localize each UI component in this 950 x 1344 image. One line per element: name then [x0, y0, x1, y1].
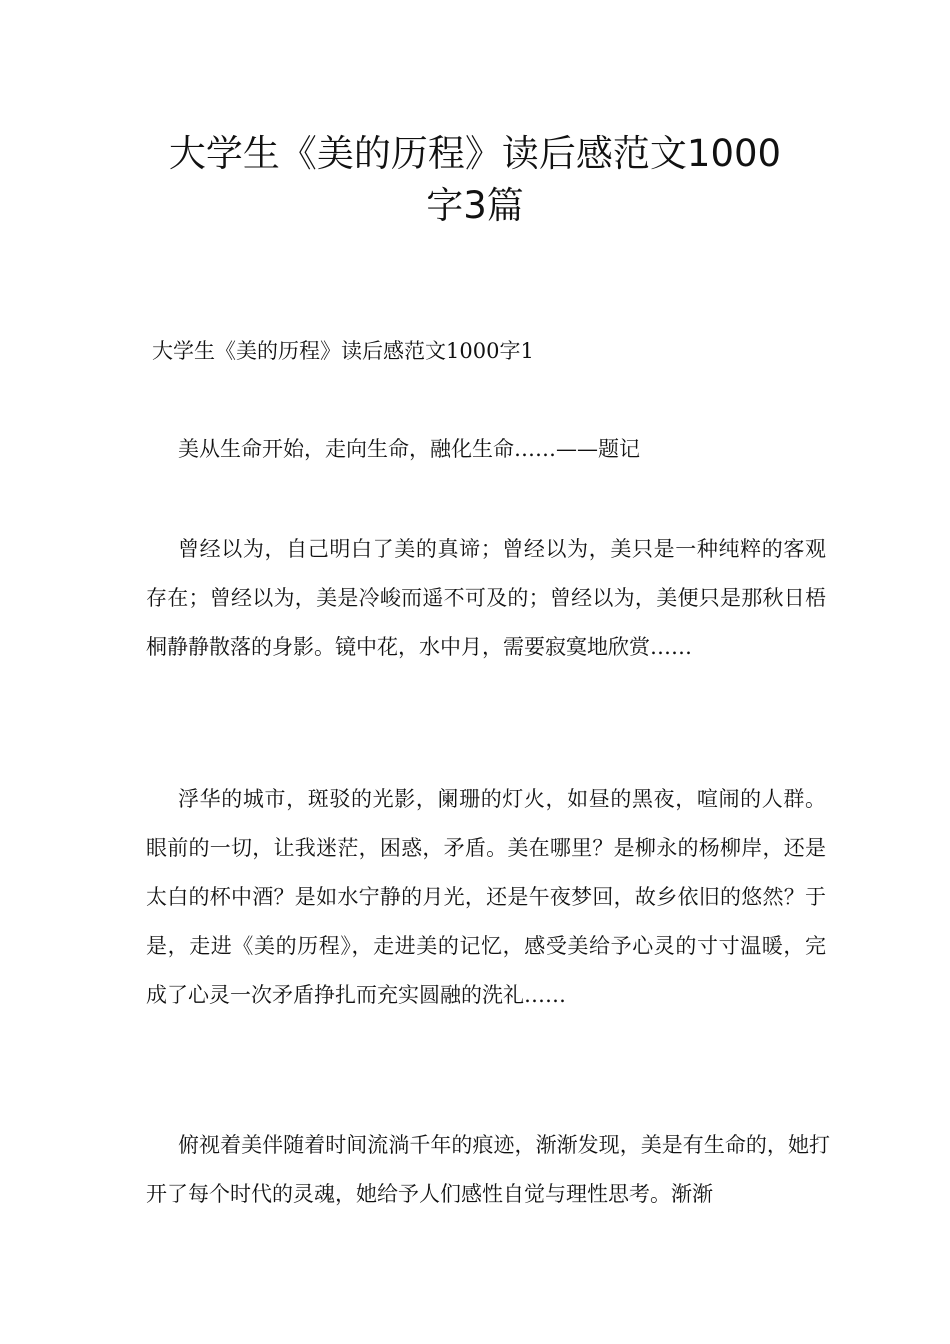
body-paragraph-2: 浮华的城市，斑驳的光影，阑珊的灯火，如昼的黑夜，喧闹的人群。眼前的一切，让我迷茫，困惑，矛盾。美在哪里？是柳永的杨柳岸，还是太白的杯中酒？是如水宁静的月光，还是午夜梦回，故乡依旧的悠然？于是，走进《美的历程》，走进美的记忆，感受美给予心灵的寸寸温暖，完成了心灵一次矛盾挣扎而充实圆融的洗礼……	[146, 787, 826, 1007]
document-title-line-2: 字3篇	[426, 184, 524, 227]
section-heading: 大学生《美的历程》读后感范文1000字1	[152, 339, 534, 363]
document-title-line-1: 大学生《美的历程》读后感范文1000	[168, 132, 782, 175]
epigraph-paragraph: 美从生命开始，走向生命，融化生命……——题记	[178, 437, 640, 461]
document-title	[0, 128, 950, 232]
body-paragraph-1: 曾经以为，自己明白了美的真谛；曾经以为，美只是一种纯粹的客观存在；曾经以为，美是冷峻而遥不可及的；曾经以为，美便只是那秋日梧桐静静散落的身影。镜中花，水中月，需要寂寞地欣赏……	[146, 537, 826, 659]
body-paragraph-3: 俯视着美伴随着时间流淌千年的痕迹，渐渐发现，美是有生命的，她打开了每个时代的灵魂，她给予人们感性自觉与理性思考。渐渐	[146, 1133, 830, 1206]
